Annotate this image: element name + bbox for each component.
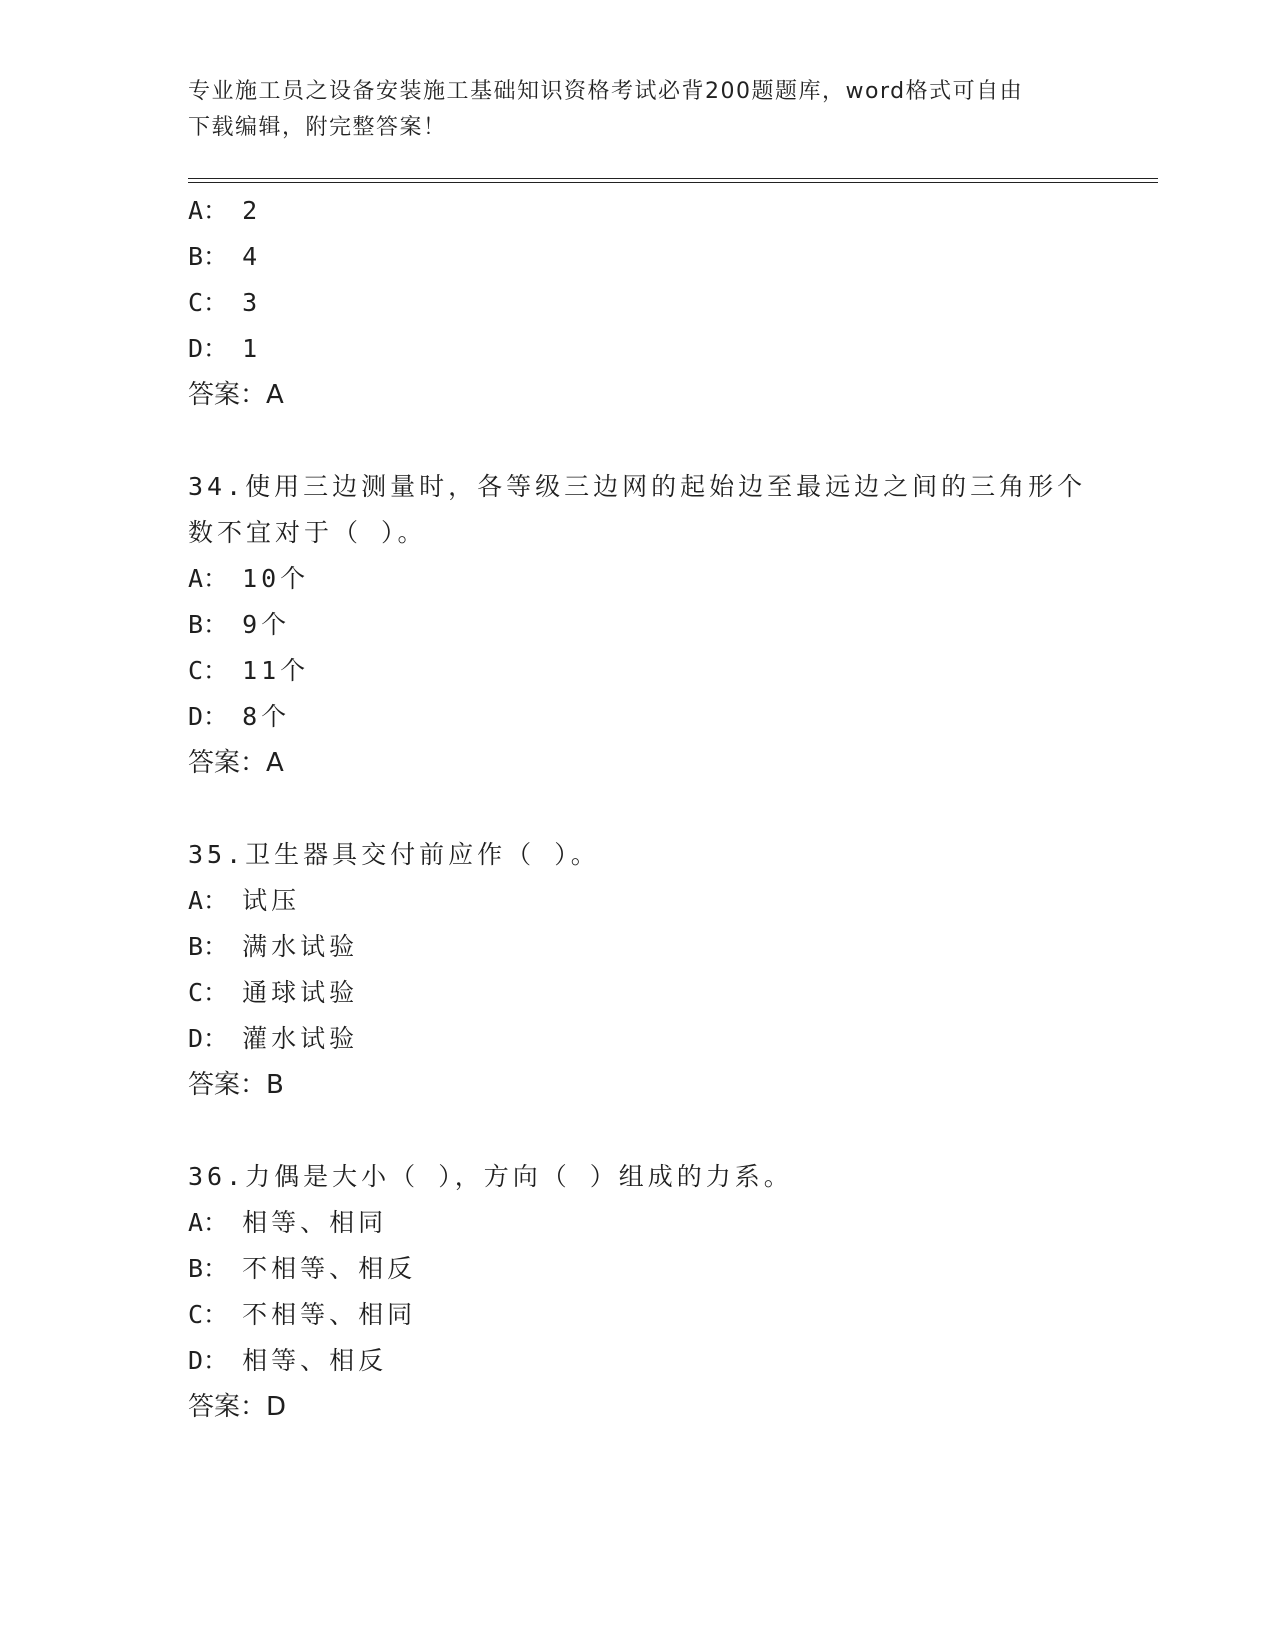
option-text: 灌水试验 — [242, 1024, 359, 1053]
option-c — [188, 1292, 1088, 1338]
option-a — [188, 188, 1088, 234]
option-a — [188, 1200, 1088, 1246]
question-stem: 35.卫生器具交付前应作（ ）。 — [188, 840, 600, 869]
answer-line: 答案：D — [188, 1392, 287, 1422]
option-c — [188, 648, 1088, 694]
option-key: A： — [188, 196, 229, 225]
question-stem: 36.力偶是大小（ ），方向（ ）组成的力系。 — [188, 1162, 793, 1191]
option-b — [188, 924, 1088, 970]
question-block-34 — [188, 464, 1088, 786]
option-b — [188, 234, 1088, 280]
question-block-36 — [188, 1154, 1088, 1430]
option-key: C： — [188, 288, 229, 317]
option-text: 通球试验 — [242, 978, 359, 1007]
option-a — [188, 878, 1088, 924]
option-key: A： — [188, 564, 229, 593]
option-text: 1 — [242, 334, 262, 363]
option-d — [188, 694, 1088, 740]
option-text: 10个 — [242, 564, 310, 593]
option-key: C： — [188, 656, 229, 685]
option-a — [188, 556, 1088, 602]
option-text: 相等、相同 — [242, 1208, 388, 1237]
answer-line: 答案：B — [188, 1070, 284, 1100]
question-list — [188, 188, 1088, 1430]
option-text: 相等、相反 — [242, 1346, 388, 1375]
option-d — [188, 326, 1088, 372]
page-header — [188, 74, 1088, 146]
option-key: D： — [188, 1024, 229, 1053]
option-key: B： — [188, 610, 229, 639]
option-text: 11个 — [242, 656, 310, 685]
option-key: C： — [188, 978, 229, 1007]
option-key: B： — [188, 932, 229, 961]
option-key: D： — [188, 702, 229, 731]
header-divider-bottom — [188, 182, 1158, 183]
header-line-2: 下载编辑，附完整答案！ — [188, 115, 447, 140]
option-key: C： — [188, 1300, 229, 1329]
option-b — [188, 1246, 1088, 1292]
option-text: 试压 — [242, 886, 301, 915]
option-c — [188, 970, 1088, 1016]
question-block-33-continued — [188, 188, 1088, 418]
option-text: 9个 — [242, 610, 291, 639]
answer-line: 答案：A — [188, 380, 284, 410]
header-line-1: 专业施工员之设备安装施工基础知识资格考试必背200题题库，word格式可自由 — [188, 79, 1024, 104]
option-text: 2 — [242, 196, 262, 225]
answer-line: 答案：A — [188, 748, 284, 778]
option-key: B： — [188, 1254, 229, 1283]
option-text: 3 — [242, 288, 262, 317]
question-block-35 — [188, 832, 1088, 1108]
option-d — [188, 1338, 1088, 1384]
question-stem: 34.使用三边测量时，各等级三边网的起始边至最远边之间的三角形个数不宜对于（ ）。 — [188, 472, 1087, 547]
option-d — [188, 1016, 1088, 1062]
option-c — [188, 280, 1088, 326]
option-key: D： — [188, 1346, 229, 1375]
option-key: B： — [188, 242, 229, 271]
option-text: 满水试验 — [242, 932, 359, 961]
option-key: D： — [188, 334, 229, 363]
option-text: 不相等、相反 — [242, 1254, 417, 1283]
option-key: A： — [188, 1208, 229, 1237]
header-divider-top — [188, 178, 1158, 179]
option-text: 8个 — [242, 702, 291, 731]
option-text: 不相等、相同 — [242, 1300, 417, 1329]
option-b — [188, 602, 1088, 648]
option-key: A： — [188, 886, 229, 915]
option-text: 4 — [242, 242, 262, 271]
